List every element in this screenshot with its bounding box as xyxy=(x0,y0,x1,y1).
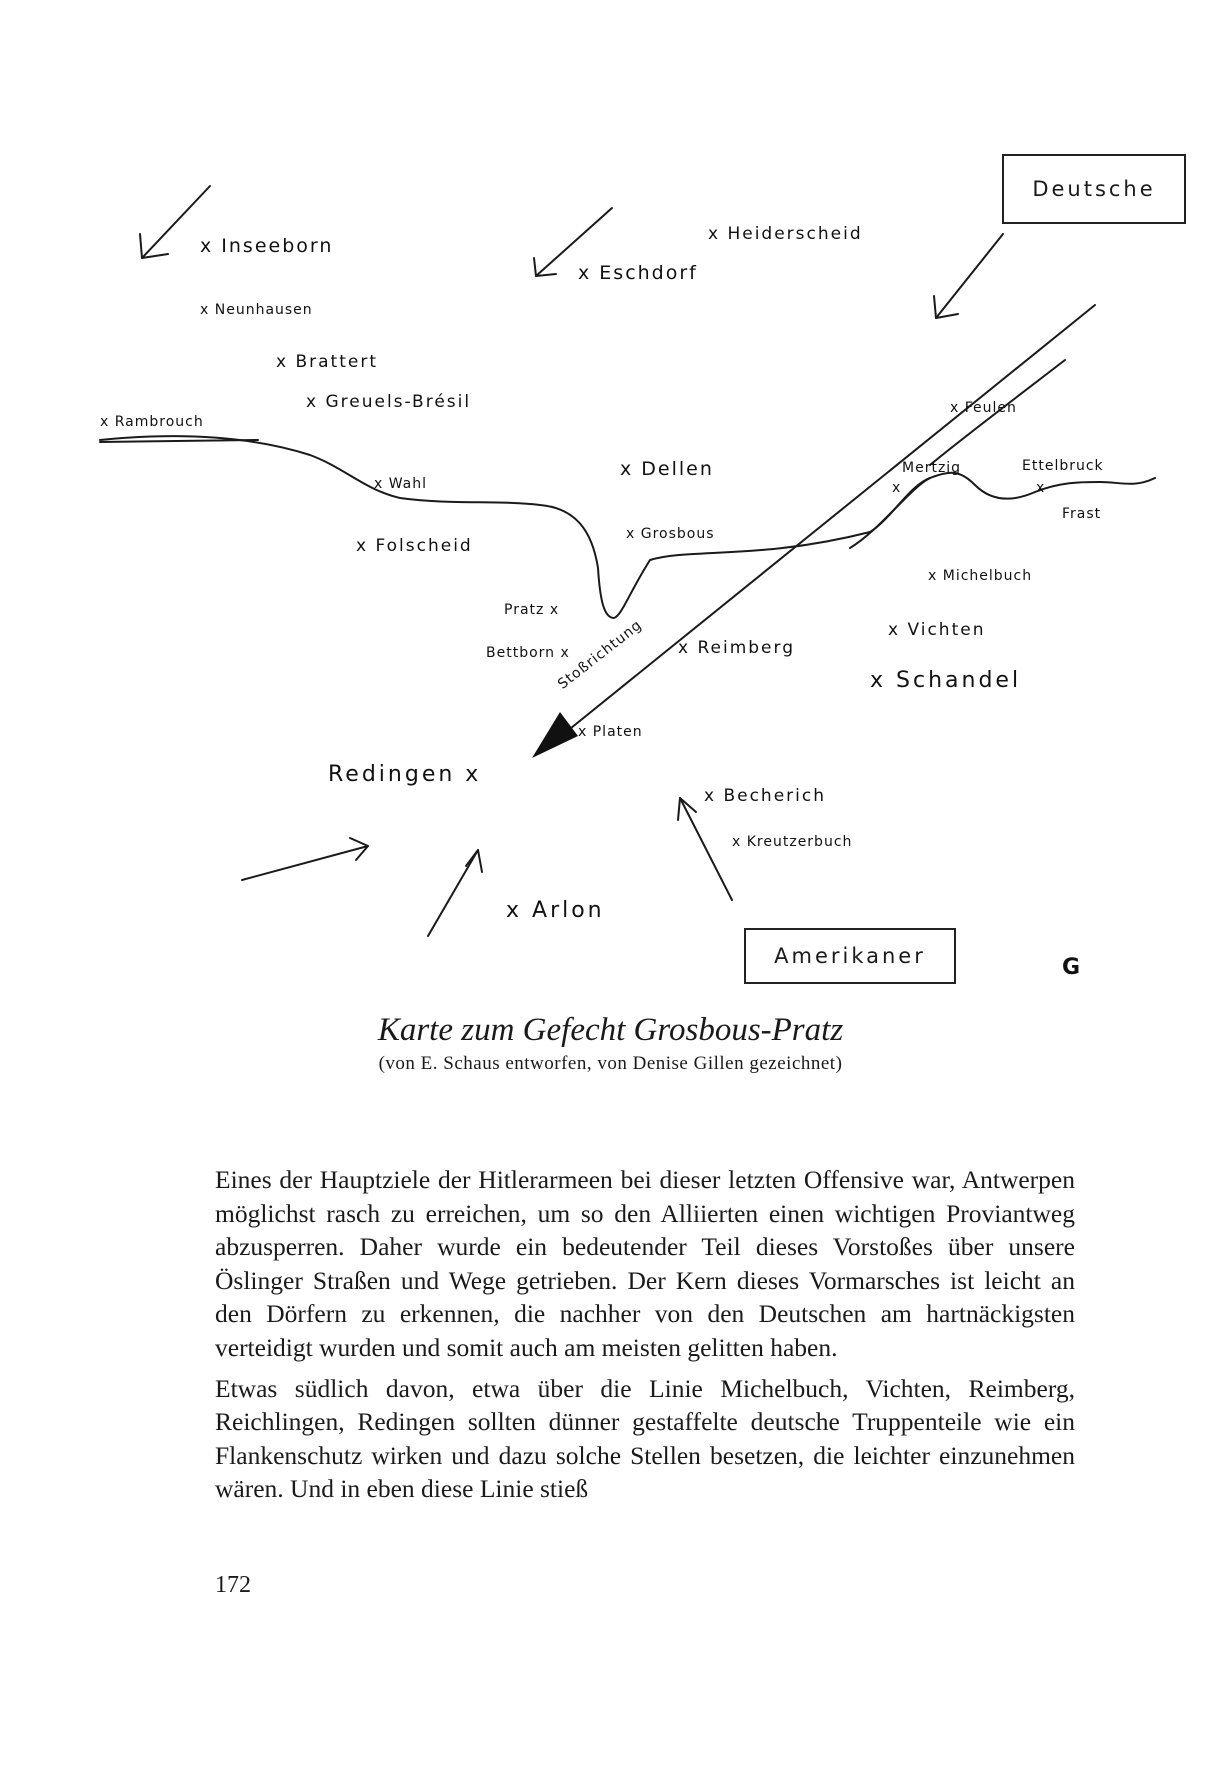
label-feulen: x Feulen xyxy=(950,400,1017,416)
label-michelbuch: x Michelbuch xyxy=(928,568,1033,584)
label-schandel: x Schandel xyxy=(870,668,1022,693)
legend-box-deutsche: Deutsche xyxy=(1002,154,1186,224)
label-ettelbruck-x: x xyxy=(1036,480,1046,496)
label-reimberg: x Reimberg xyxy=(678,638,795,658)
arrow-west-shaft xyxy=(242,846,368,880)
arrow-arlon-head xyxy=(466,850,482,872)
illustrator-signature: G xyxy=(1062,955,1084,980)
label-wahl: x Wahl xyxy=(374,476,428,492)
label-greuels-bresil: x Greuels-Brésil xyxy=(306,392,472,412)
label-grosbous: x Grosbous xyxy=(626,526,715,542)
road-rambrouch-grosbous xyxy=(100,436,930,618)
label-neunhausen: x Neunhausen xyxy=(200,302,313,318)
label-brattert: x Brattert xyxy=(276,352,378,372)
legend-box-amerikaner: Amerikaner xyxy=(744,928,956,984)
arrow-becherich-shaft xyxy=(680,798,732,900)
label-dellen: x Dellen xyxy=(620,458,714,480)
label-pratz: Pratz x xyxy=(504,602,560,618)
caption-title: Karte zum Gefecht Grosbous-Pratz xyxy=(377,1012,844,1048)
arrow-deutsche-shaft xyxy=(936,234,1003,318)
label-stossrichtung: Stoßrichtung xyxy=(555,617,646,693)
label-folscheid: x Folscheid xyxy=(356,536,473,556)
label-mertzig: Mertzig xyxy=(902,460,962,476)
label-rambrouch: x Rambrouch xyxy=(100,414,204,430)
label-arlon: x Arlon xyxy=(506,898,605,923)
page-number: 172 xyxy=(215,1572,251,1598)
figure-caption xyxy=(0,1010,1221,1078)
label-inseeborn: x Inseeborn xyxy=(200,235,334,257)
caption-subtitle: (von E. Schaus entworfen, von Denise Gillen gezeichnet) xyxy=(378,1053,843,1074)
thrust-arrowhead xyxy=(532,712,578,758)
label-redingen: Redingen x xyxy=(328,762,482,787)
label-kreutzerbuch: x Kreutzerbuch xyxy=(732,834,853,850)
label-eschdorf: x Eschdorf xyxy=(578,262,698,284)
label-vichten: x Vichten xyxy=(888,620,986,640)
paragraph: Etwas südlich davon, etwa über die Linie Michelbuch, Vichten, Reimberg, Reichlingen, Redingen sollten dünner gestaffelte deutsche Truppenteile wie ein Flankenschutz wirken und dazu solche Stellen besetzen, die leichter einzunehmen wären. Und in eben diese Linie stieß xyxy=(215,1373,1075,1504)
label-mertzig-x: x xyxy=(892,480,902,496)
arrow-becherich-head xyxy=(678,798,696,820)
label-platen: x Platen xyxy=(578,724,643,740)
body-text xyxy=(215,1163,1075,1513)
label-ettelbruck: Ettelbruck xyxy=(1022,458,1104,474)
label-heiderscheid: x Heiderscheid xyxy=(708,224,863,244)
label-bettborn: Bettborn x xyxy=(486,645,570,661)
rambrouch-underline xyxy=(100,440,258,442)
paragraph: Eines der Hauptziele der Hitlerarmeen bei dieser letzten Offensive war, Antwerpen möglichst rasch zu erreichen, um so den Alliierten einen wichtigen Proviantweg abzusperren. Daher wurde ein bedeutender Teil dieses Vorstoßes über unsere Öslinger Straßen und Wege getrieben. Der Kern dieses Vormarsches ist leicht an den Dörfern zu erkennen, die nachher von den Deutschen am hartnäckigsten verteidigt wurden und somit auch am meisten gelitten haben. xyxy=(215,1165,1075,1362)
label-becherich: x Becherich xyxy=(704,786,826,806)
arrow-arlon-shaft xyxy=(428,850,478,936)
label-frast: Frast xyxy=(1062,506,1102,522)
